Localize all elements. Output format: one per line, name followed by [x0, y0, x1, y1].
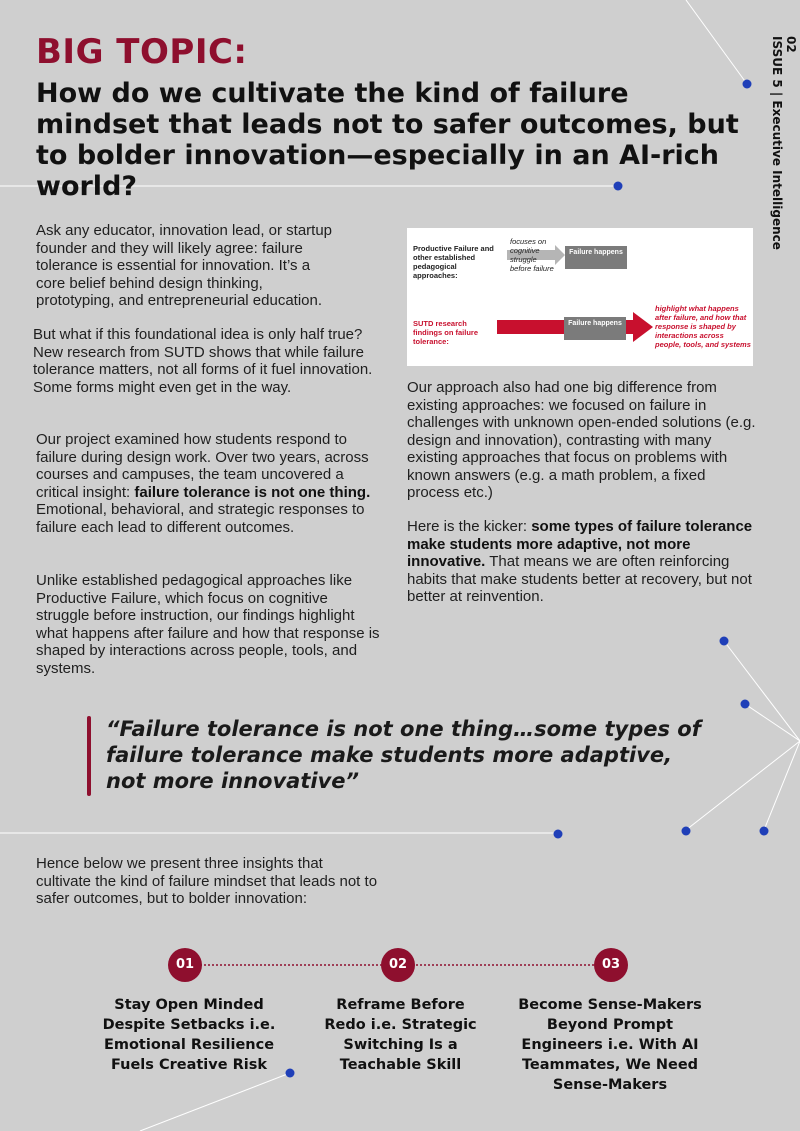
insight-title: Stay Open Minded Despite Setbacks i.e. Emotional Resilience Fuels Creative Risk: [102, 997, 276, 1073]
insight-number-badge: 03: [594, 948, 628, 982]
issue-label: ISSUE 5 | Executive Intelligence: [770, 36, 784, 250]
figure-row2-arrow-text: highlight what happens after failure, and how that response is shaped by interactions across people, tools, and systems: [655, 304, 751, 349]
dot: [720, 637, 729, 646]
insights-intro: Hence below we present three insights that cultivate the kind of failure mindset that leads not to safer outcomes, but to bolder innovation:: [36, 855, 378, 907]
side-running-header: [770, 36, 798, 336]
paragraph-3-text-b: Emotional, behavioral, and strategic responses to failure each lead to different outcomes.: [36, 501, 365, 536]
pull-quote: “Failure tolerance is not one thing…some types of failure tolerance make students more adaptive, not more innovative”: [106, 717, 701, 793]
paragraph-2: But what if this foundational idea is only half true? New research from SUTD shows that while failure tolerance matters, not all forms of it fuel innovation. Some forms might even get in the way.: [33, 326, 373, 396]
right-paragraph-2-emphasis: some types of failure tolerance make students more adaptive, not more innovative.: [407, 518, 753, 570]
figure-row2-box: Failure happens: [564, 317, 626, 340]
paragraph-3-text-a: Our project examined how students respond to failure during design work. Over two years, across courses and campuses, the team uncovered a critical insight:: [36, 431, 369, 501]
figure-row1-arrow-text: focuses on cognitive struggle before failure: [510, 237, 554, 273]
figure-row1-box: Failure happens: [565, 246, 627, 269]
paragraph-1: Ask any educator, innovation lead, or startup founder and they will likely agree: failure tolerance is essential for innovation. It’s a core belief behind design thinking, prototyping, and entrepreneurial education.: [36, 222, 333, 309]
figure-row1-label: Productive Failure and other established pedagogical approaches:: [413, 244, 494, 280]
quote-accent-bar: [87, 716, 91, 796]
insight-number-badge: 01: [168, 948, 202, 982]
paragraph-4: Unlike established pedagogical approaches like Productive Failure, which focus on cognitive struggle before instruction, our findings highlight what happens after failure and how that response is shaped by interactions across people, tools, and systems.: [36, 572, 380, 677]
right-paragraph-1: Our approach also had one big difference from existing approaches: we focused on failure in challenges with unknown open-ended solutions (e.g. design and innovation), contrasting with many existing approaches that focus on problems with known answers (e.g. a math problem, a fixed process etc.): [407, 379, 756, 501]
paragraph-3-emphasis: failure tolerance is not one thing.: [134, 483, 371, 501]
right-paragraph-2-text-b: That means we are often reinforcing habits that make students better at recovery, but not better at reinvention.: [407, 553, 752, 605]
insight-number-badge: 02: [381, 948, 415, 982]
right-paragraph-2: [407, 518, 757, 606]
figure-row2-label: SUTD research findings on failure tolerance:: [413, 319, 478, 346]
dot: [682, 827, 691, 836]
dot: [554, 830, 563, 839]
dot: [741, 700, 750, 709]
kicker-title: BIG TOPIC:: [36, 32, 248, 72]
insight-title: Become Sense-Makers Beyond Prompt Engineers i.e. With AI Teammates, We Need Sense-Makers: [518, 997, 702, 1093]
right-paragraph-2-text-a: Here is the kicker:: [407, 518, 532, 535]
page-headline: How do we cultivate the kind of failure mindset that leads not to safer outcomes, but to bolder innovation—especially in an AI-rich world?: [36, 78, 739, 202]
comparison-figure: [407, 228, 753, 366]
insight-title: Reframe Before Redo i.e. Strategic Switching Is a Teachable Skill: [324, 997, 477, 1073]
dot: [286, 1069, 295, 1078]
dot: [760, 827, 769, 836]
page-number: 02: [784, 36, 798, 53]
paragraph-3: [36, 431, 376, 536]
